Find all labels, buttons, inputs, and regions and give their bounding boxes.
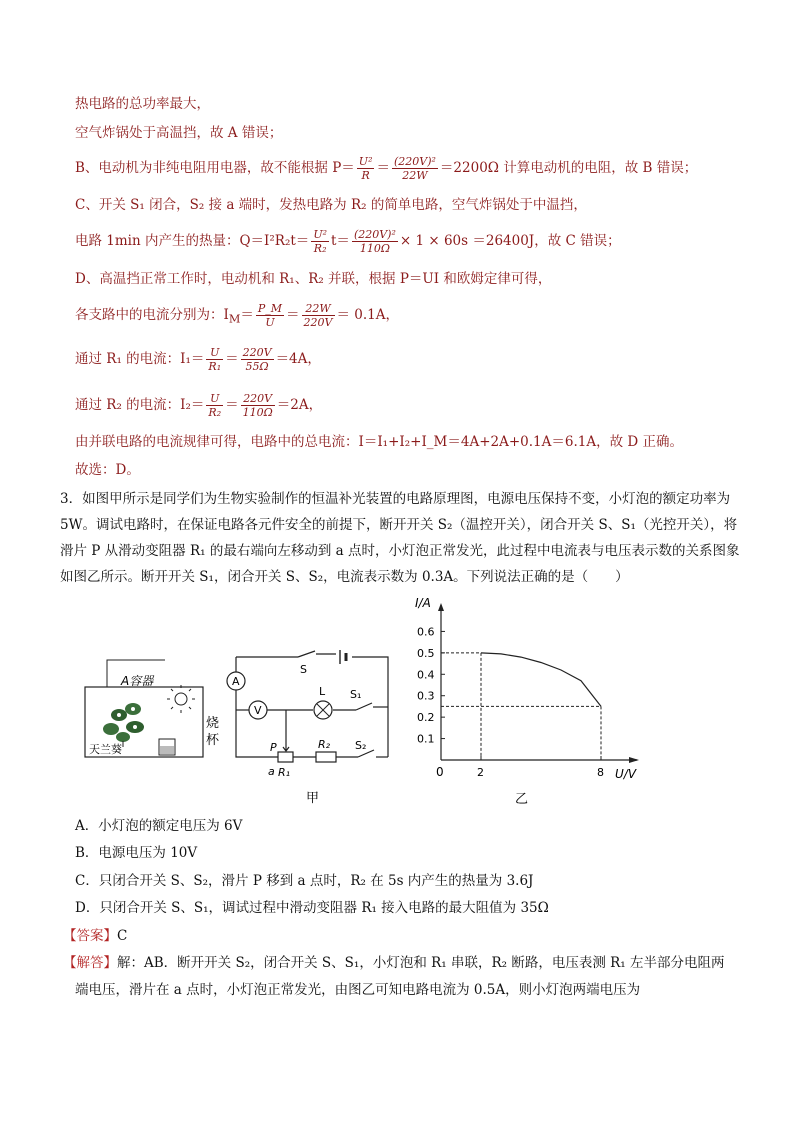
numerator: 22W [302, 302, 335, 316]
solution-line-7 [75, 302, 399, 329]
denominator: 22W [402, 169, 428, 182]
text-segment: t＝ [331, 233, 350, 249]
graph-ticks [417, 625, 604, 779]
ammeter-label: A [232, 675, 240, 688]
figure-caption-jia: 甲 [306, 791, 320, 806]
sun-rays [167, 685, 195, 713]
analysis-label: 【解答】 [63, 955, 117, 971]
lamp-label: L [319, 685, 326, 698]
origin-label: 0 [436, 765, 444, 779]
y-tick-label: 0.1 [417, 732, 435, 746]
text-segment: 通过 R₁ 的电流：I₁＝ [75, 351, 205, 367]
solution-line-2: 空气炸锅处于高温挡，故 A 错误； [75, 125, 283, 141]
text-segment: ＝ [286, 307, 300, 323]
data-curve [481, 653, 601, 707]
question-text: 如图甲所示是同学们为生物实验制作的恒温补光装置的电路原理图，电源电压保持不变，小灯泡的额定功率为 5W。调试电路时，在保证电路各元件安全的前提下，断开开关 S₂（温控开关），闭合开关 S、S₁（光控开关），将滑片 P 从滑动变阻器 R₁ 的最右端向左移动到 a 点时，小灯泡正常发光，此过程中电流表与电压表示数的关系图象如图乙所示。断开开关 S₁，闭合开关 S、S₂，电流表示数为 0.3A。下列说法正确的是（ ） [60, 491, 740, 585]
denominator: U [265, 316, 275, 329]
fraction [352, 228, 398, 255]
y-tick-label: 0.5 [417, 646, 435, 660]
rheostat-r1-icon [278, 752, 293, 762]
numerator: P_M [257, 302, 283, 315]
text-segment: B、电动机为非纯电阻用电器，故不能根据 P＝ [75, 160, 355, 176]
denominator: R₂ [208, 406, 222, 419]
numerator: 220V [241, 392, 275, 406]
beaker-label-1: 烧 [206, 716, 220, 731]
solution-line-1: 热电路的总功率最大， [75, 96, 210, 112]
analysis-line-2: 端电压，滑片在 a 点时，小灯泡正常发光，由图乙可知电路电流为 0.5A，则小灯泡两端电压为 [75, 982, 641, 998]
fraction [241, 346, 274, 373]
answer-label: 【答案】 [63, 928, 117, 944]
switch-s1-icon [356, 703, 372, 710]
point-a-label: a [268, 765, 275, 778]
iu-graph [405, 595, 650, 810]
denominator: 110Ω [359, 242, 390, 255]
text-segment: × 1 × 60s ＝26400J，故 C 错误； [399, 233, 621, 249]
answer-line [63, 927, 127, 945]
text-segment: 通过 R₂ 的电流：I₂＝ [75, 397, 205, 413]
fraction [206, 392, 223, 419]
option-d: D．只闭合开关 S、S₁，调试过程中滑动变阻器 R₁ 接入电路的最大阻值为 35Ω [75, 900, 549, 916]
switch-s1-label: S₁ [350, 688, 362, 701]
answer-value: C [117, 928, 128, 944]
numerator: U [206, 392, 223, 406]
fraction [256, 302, 284, 329]
plant-icon [103, 703, 144, 747]
solution-line-8 [75, 346, 321, 373]
x-tick-label: 8 [597, 766, 604, 779]
text-segment: ＝2A， [276, 397, 323, 413]
numerator: (220V)² [353, 228, 396, 241]
text-segment: 各支路中的电流分别为：I [75, 307, 229, 323]
y-tick-label: 0.3 [417, 689, 435, 703]
switch-s-label: S [300, 663, 307, 676]
sun-icon [175, 693, 187, 705]
switch-s-icon [298, 651, 315, 657]
text-segment: ＝ [225, 397, 239, 413]
y-tick-label: 0.2 [417, 711, 435, 725]
question-number: 3． [60, 491, 83, 507]
option-b: B．电源电压为 10V [75, 845, 198, 861]
denominator: 110Ω [242, 406, 273, 419]
option-c: C．只闭合开关 S、S₂，滑片 P 移到 a 点时，R₂ 在 5s 内产生的热量为 3.6J [75, 873, 534, 889]
subscript: M [228, 312, 241, 326]
denominator: R₁ [208, 360, 222, 373]
container-figure [75, 655, 225, 765]
y-tick-label: 0.4 [417, 668, 435, 682]
text-segment: ＝2200Ω 计算电动机的电阻，故 B 错误； [439, 160, 698, 176]
battery-icon [340, 650, 346, 664]
fraction [311, 228, 329, 255]
fraction [241, 392, 275, 419]
figure-caption-yi: 乙 [515, 792, 529, 807]
text-segment: ＝ [376, 160, 390, 176]
y-axis-arrow [438, 603, 444, 611]
r1-label: R₁ [278, 766, 291, 779]
y-axis-label: I/A [415, 596, 431, 610]
solution-line-4: C、开关 S₁ 闭合，S₂ 接 a 端时，发热电路为 R₂ 的简单电路，空气炸锅处于中温挡， [75, 197, 587, 213]
text-segment: ＝ 0.1A， [336, 307, 400, 323]
denominator: 220V [303, 316, 333, 329]
denominator: 55Ω [245, 360, 269, 373]
plant-label: 天兰葵 [89, 743, 122, 756]
fraction [392, 155, 438, 182]
circuit-diagram [218, 642, 398, 807]
solution-line-3 [75, 155, 697, 182]
x-axis-arrow [629, 757, 639, 763]
r2-label: R₂ [318, 738, 331, 751]
numerator: U² [358, 155, 373, 168]
solution-line-11: 故选：D。 [75, 462, 140, 478]
fraction [357, 155, 375, 182]
solution-line-6: D、高温挡正常工作时，电动机和 R₁、R₂ 并联，根据 P＝UI 和欧姆定律可得， [75, 271, 552, 287]
numerator: 220V [242, 346, 272, 359]
denominator: R [361, 169, 370, 182]
y-tick-label: 0.6 [417, 625, 435, 639]
fraction [206, 346, 223, 373]
text-segment: ＝4A， [275, 351, 321, 367]
numerator: U [206, 346, 223, 360]
text-segment: ＝ [225, 351, 239, 367]
text-segment: 电路 1min 内产生的热量：Q＝I²R₂t＝ [75, 233, 310, 249]
graph-guides [441, 653, 601, 760]
numerator: (220V)² [393, 155, 436, 168]
switch-s2-label: S₂ [355, 739, 367, 752]
resistor-r2-icon [316, 752, 336, 762]
slider-label: P [270, 741, 277, 754]
analysis-line-1 [63, 954, 725, 972]
container-label: A容器 [121, 674, 154, 688]
solution-line-9 [75, 392, 322, 419]
voltmeter-label: V [254, 704, 262, 717]
graph-axes [438, 603, 639, 763]
beaker-label-2: 杯 [206, 733, 220, 748]
x-tick-label: 2 [477, 766, 484, 779]
fraction [302, 302, 335, 329]
denominator: R₂ [313, 242, 327, 255]
solution-line-5 [75, 228, 621, 255]
slider-arrow-icon [283, 744, 289, 751]
beaker-water [160, 746, 174, 754]
numerator: U² [313, 228, 327, 241]
question-3 [60, 486, 750, 590]
text-segment: ＝ [240, 307, 254, 323]
analysis-text-1: 解：AB．断开开关 S₂，闭合开关 S、S₁，小灯泡和 R₁ 串联，R₂ 断路，电压表测 R₁ 左半部分电阻两 [117, 955, 725, 971]
option-a: A．小灯泡的额定电压为 6V [75, 818, 243, 834]
x-axis-label: U/V [615, 767, 637, 781]
solution-line-10: 由并联电路的电流规律可得，电路中的总电流：I＝I₁+I₂+I_M＝4A+2A+0.1A＝6.1A，故 D 正确。 [75, 434, 683, 450]
